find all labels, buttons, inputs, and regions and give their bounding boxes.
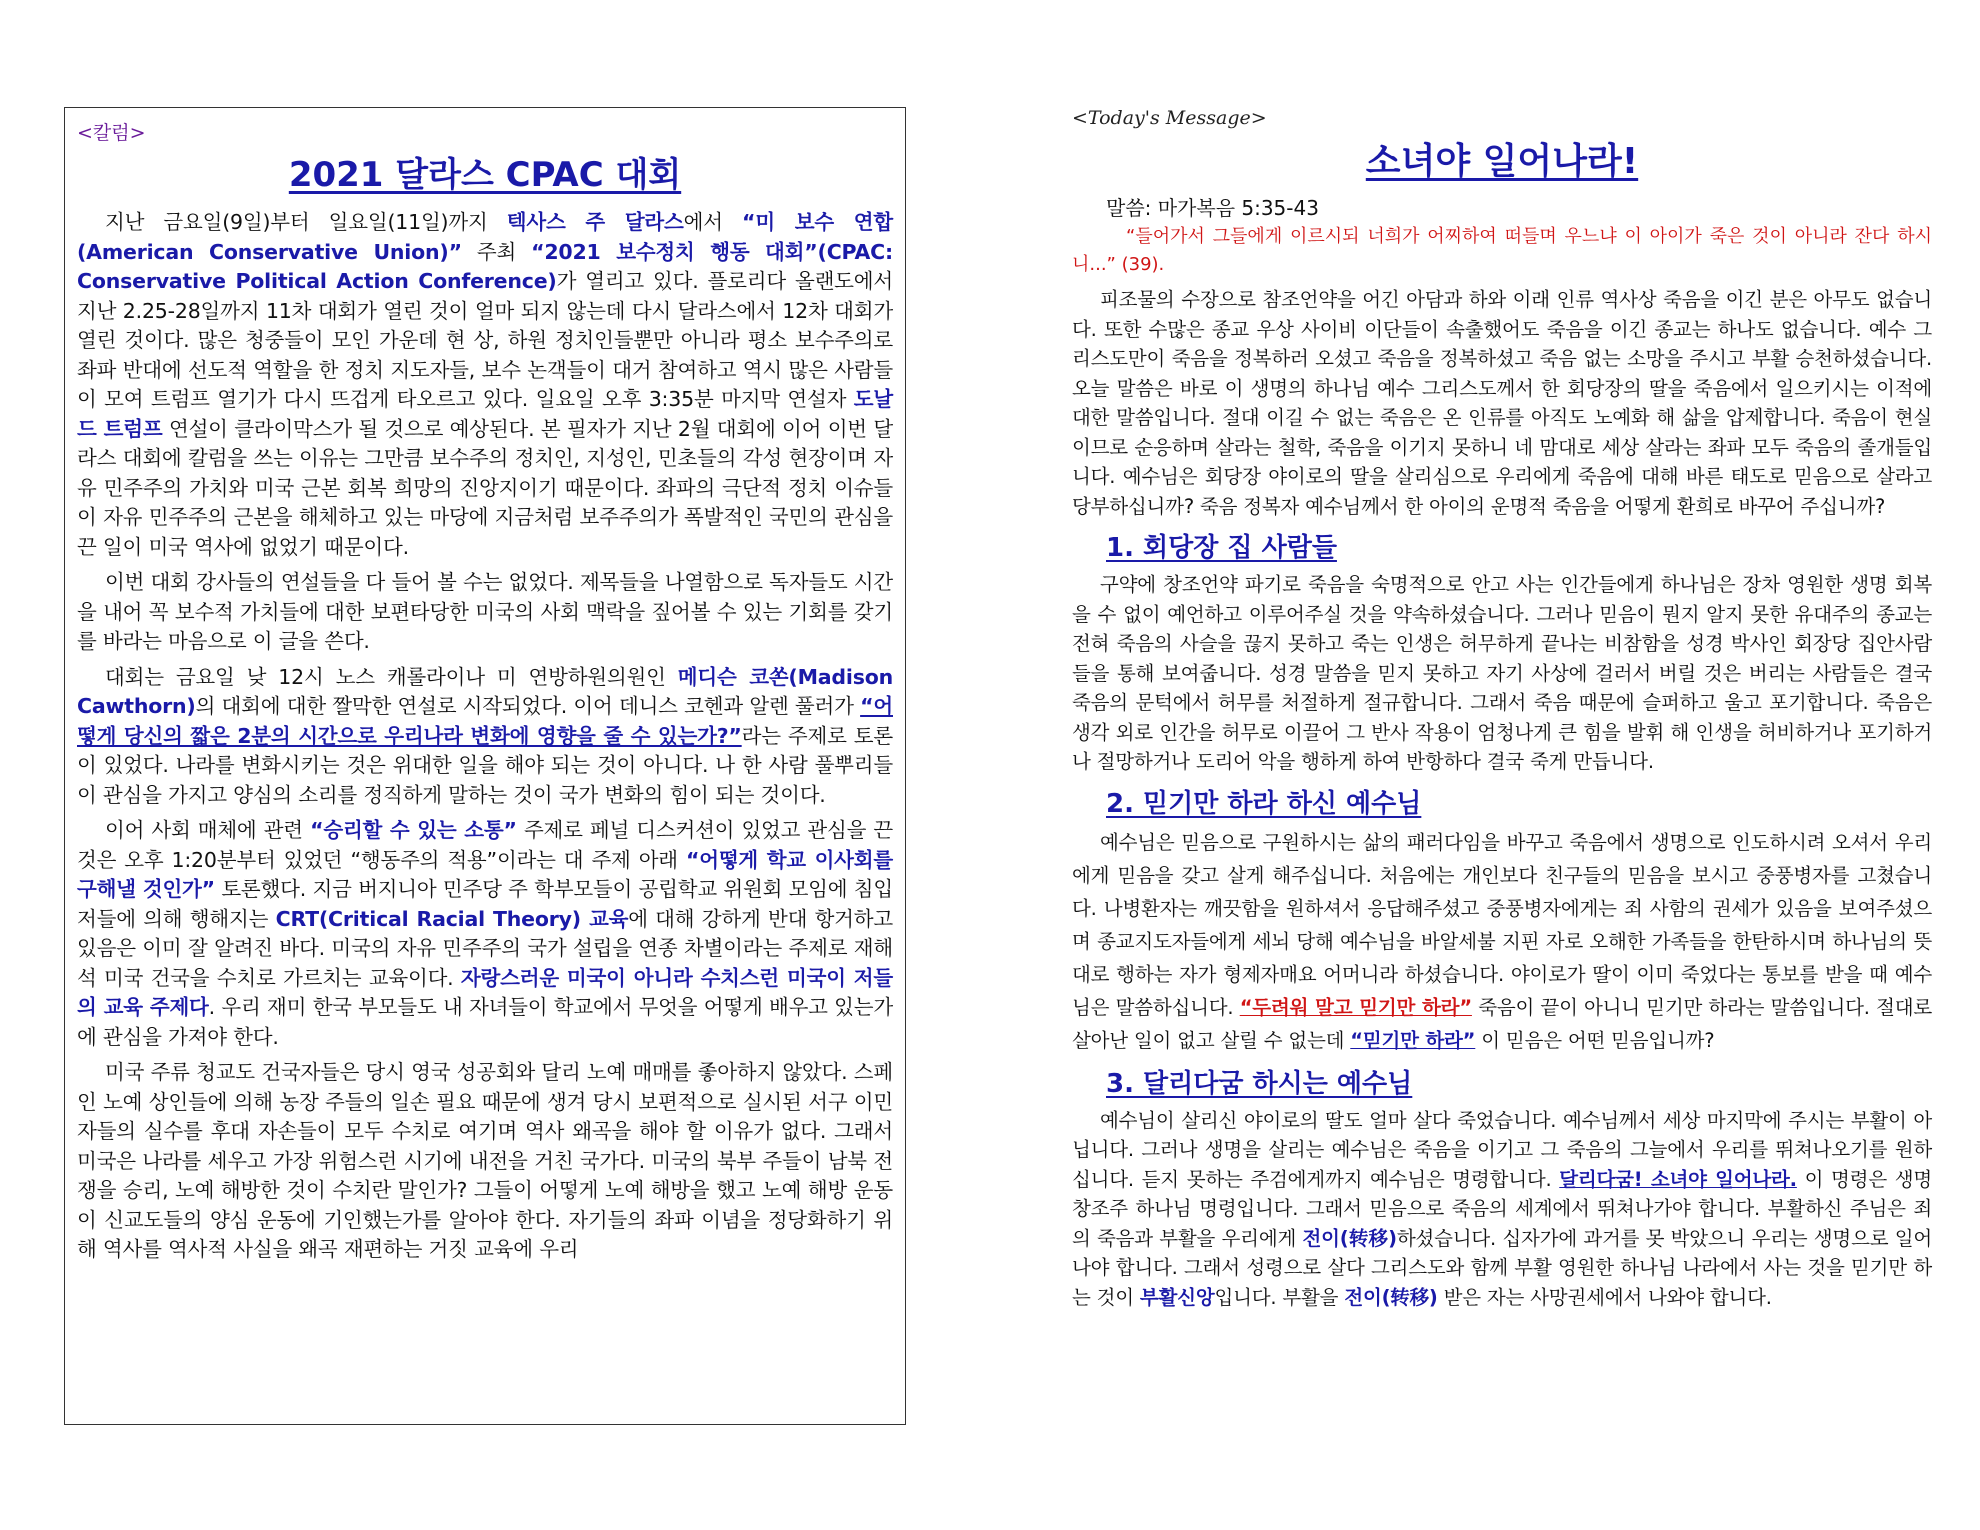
sermon-title-text: 소녀야 일어나라! [1365,141,1639,182]
sermon-intro: 피조물의 수장으로 참조언약을 어긴 아담과 하와 이래 인류 역사상 죽음을 이긴 분은 아무도 없습니다. 또한 수많은 종교 우상 사이비 이단들이 속출했어도 죽음을 이긴 종교는 하나도 없습니다. 예수 그리스도만이 죽음을 정복하러 오셨고 죽음을 정복하셨고 죽음 없는 소망을 주시고 부활 승천하셨습니다. 오늘 말씀은 바로 이 생명의 하나님 예수 그리스도께서 한 회당장의 딸을 죽음에서 일으키시는 이적에 대한 말씀입니다. 절대 이길 수 없는 죽음은 온 인류를 아직도 노예화 해 삶을 압제합니다. 죽음이 현실이므로 순응하며 살라는 철학, 죽음을 이기지 못하니 네 맘대로 세상 살라는 좌파 모두 죽음의 졸개들입니다. 예수님은 회당장 야이로의 딸을 살리심으로 우리에게 죽음에 대해 바른 태도로 믿음으로 살라고 당부하십니까? 죽음 정복자 예수님께서 한 아이의 운명적 죽음을 어떻게 환희로 바꾸어 주십니까? [1072,288,1932,518]
section-1-text: 구약에 창조언약 파기로 죽음을 숙명적으로 안고 사는 인간들에게 하나님은 장차 영원한 생명 회복을 수 없이 예언하고 이루어주실 것을 약속하셨습니다. 그러나 믿음이 뭔지 알지 못한 유대주의 종교는 전혀 죽음의 사슬을 끊지 못하고 죽는 인생은 허무하게 끝나는 비참함을 성경 박사인 회장당 집안사람들을 통해 보여줍니다. 성경 말씀을 믿지 못하고 자기 사상에 걸러서 버릴 것은 버리는 사람들은 결국 죽음의 문턱에서 허무를 처절하게 절규합니다. 그래서 죽음 때문에 슬퍼하고 울고 포기합니다. 죽음은 생각 외로 인간을 허무로 이끌어 그 반사 작용이 엄청나게 큰 힘을 발휘 해 인생을 허비하거나 포기하거나 절망하거나 도리어 악을 행하게 하여 반항하다 결국 죽게 만듭니다. [1072,573,1932,773]
highlight: “승리할 수 있는 소통” [310,818,517,842]
highlight: “2021 보수정치 행동 대회”(CPAC: Conservative Political Action Conference) [77,239,893,293]
text: 이 믿음은 어떤 믿음입니까? [1475,1028,1715,1052]
sermon-title [1072,133,1932,184]
section-heading-2 [1106,783,1932,820]
column-title [77,147,893,196]
highlight: 자랑스러운 미국이 아니라 수치스런 미국이 저들의 교육 주제다 [77,965,894,1019]
highlight: 텍사스 주 달라스 [506,210,684,234]
text: 받은 자는 사망권세에서 나와야 합니다. [1437,1285,1772,1309]
text: 하셨습니다. 십자가에 과거를 못 박았으니 우리는 생명으로 일어나야 합니다. 그래서 성령으로 살다 그리스도와 함께 부활 영원한 하나님 나라에서 사는 것을 믿기만 하는 것이 [1072,1226,1932,1309]
highlight: 부활신앙 [1139,1285,1215,1309]
heading-text: 2. 믿기만 하라 하신 예수님 [1106,788,1422,819]
highlight: “어떻게 학교 이사회를 구해낼 것인가” [77,847,893,901]
heading-text: 3. 달리다굼 하시는 예수님 [1106,1068,1413,1099]
highlight: 전이(转移) [1344,1285,1438,1309]
section-heading-3 [1106,1063,1932,1100]
text: 가 열리고 있다. 플로리다 올랜도에서 지난 2.25-28일까지 11차 대회가 열린 것이 얼마 되지 않는데 다시 달라스에서 12차 대회가 열린 것이다. 많은 청중들이 모인 가운데 현 상, 하원 정치인들뿐만 아니라 평소 보수주의로 좌파 반대에 선도적 역할을 한 정치 지도자들, 보수 논객들이 대거 참여하고 역시 많은 사람들이 모여 트럼프 열기가 다시 뜨겁게 타오르고 있다. 일요일 오후 3:35분 마지막 연설자 [77,269,893,411]
highlight: 전이(转移) [1302,1226,1397,1250]
heading-text: 1. 회당장 집 사람들 [1106,533,1337,563]
text: 에 대해 강하게 반대 항거하고 있음은 이미 잘 알려진 바다. 미국의 자유 민주주의 국가 설립을 연종 차별이라는 주제로 재해석 미국 건국을 수치로 가르치는 교육이다. [77,906,893,990]
text: 이어 사회 매체에 관련 [105,818,311,842]
highlight: 도날드 트럼프 [77,387,893,441]
column-panel [64,107,906,1425]
column-paragraph-4 [77,816,893,1052]
column-paragraph-1 [77,208,893,562]
column-paragraph-2: 이번 대회 강사들의 연설들을 다 들어 볼 수는 없었다. 제목들을 나열함으로 독자들도 시간을 내어 꼭 보수적 가치들에 대한 보편타당한 미국의 사회 맥락을 짚어볼 수 있는 기회를 갖기를 바라는 마음으로 이 글을 쓴다. [77,570,893,653]
text: 대회는 금요일 낮 12시 노스 캐롤라이나 미 연방하원의원인 [105,664,678,689]
highlight: “믿기만 하라” [1350,1028,1476,1052]
text: 라는 주제로 토론이 있었다. 나라를 변화시키는 것은 위대한 일을 해야 되는 것이 아니다. 나 한 사람 풀뿌리들이 관심을 가지고 양심의 소리를 정직하게 말하는 것이 국가 변화의 힘이 되는 것이다. [77,723,894,807]
section-3-text [1072,1106,1932,1313]
text: 토론했다. 지금 버지니아 민주당 주 학부모들이 공립학교 위원회 모임에 침입 저들에 의해 행해지는 [77,877,894,931]
text: 이 명령은 생명 창조주 하나님 명령입니다. 그래서 믿음으로 죽음의 세계에서 뛰쳐나가야 합니다. 부활하신 주님은 죄의 죽음과 부활을 우리에게 [1072,1167,1932,1250]
highlight: “어떻게 당신의 짧은 2분의 시간으로 우리나라 변화에 영향을 줄 수 있는가?” [77,694,893,748]
scripture-reference: 말씀: 마가복음 5:35-43 [1106,196,1319,220]
section-heading-1 [1106,527,1932,564]
column-paragraph-5: 미국 주류 청교도 건국자들은 당시 영국 성공회와 달리 노예 매매를 좋아하지 않았다. 스페인 노예 상인들에 의해 농장 주들의 일손 필요 때문에 생겨 당시 보편적으로 실시된 서구 이민자들의 실수를 후대 자손들이 모두 수치로 여기며 역사 왜곡을 해야 할 이유가 없다. 그래서 미국은 나라를 세우고 가장 위험스런 시기에 내전을 거친 국가다. 미국의 북부 주들이 남북 전쟁을 승리, 노예 해방한 것이 수치란 말인가? 그들이 어떻게 노예 해방을 했고 노예 해방 운동이 신교도들의 양심 운동에 기인했는가를 알아야 한다. 자기들의 좌파 이념을 정당화하기 위해 역사를 역사적 사실을 왜곡 재편하는 거짓 교육에 우리 [77,1060,893,1261]
highlight: “두려워 말고 믿기만 하라” [1239,995,1472,1019]
section-2-text [1072,826,1932,1057]
text: 주최 [461,239,532,264]
text: 예수님은 믿음으로 구원하시는 삶의 패러다임을 바꾸고 죽음에서 생명으로 인도하시려 오셔서 우리에게 믿음을 갖고 살게 해주십니다. 처음에는 개인보다 친구들의 믿음을 보시고 중풍병자를 고쳤습니다. 나병환자는 깨끗함을 원하셔서 응답해주셨고 중풍병자에게는 죄 사함의 권세가 있음을 보여주셨으며 종교지도자들에게 세뇌 당해 예수님을 바알세불 지핀 자로 오해한 가족들을 한탄하시며 하나님의 뜻대로 행하는 자가 형제자매요 어머니라 하셨습니다. 야이로가 딸이 이미 죽었다는 통보를 받을 때 예수님은 말씀하십니다. [1072,830,1932,1019]
column-paragraph-3 [77,663,893,811]
sermon-panel [1072,107,1932,1437]
text: 연설이 클라이막스가 될 것으로 예상된다. 본 필자가 지난 2월 대회에 이어 이번 달라스 대회에 칼럼을 쓰는 이유는 그만큼 보수주의 정치인, 지성인, 민초들의 각성 현장이며 자유 민주주의 가치와 미국 근본 회복 희망의 진앙지이기 때문이다. 좌파의 극단적 정치 이슈들이 자유 민주주의 근본을 해체하고 있는 마당에 지금처럼 보주주의가 폭발적인 국민의 관심을 끈 일이 미국 역사에 없었기 때문이다. [77,416,893,559]
sermon-tag: <Today's Message> [1072,107,1267,129]
text: 죽음이 끝이 아니니 믿기만 하라는 말씀입니다. 절대로 살아난 일이 없고 살릴 수 없는데 [1072,995,1932,1052]
highlight: CRT(Critical Racial Theory) 교육 [275,906,629,931]
highlight: 달리다굼! 소녀야 일어나라. [1559,1167,1797,1191]
text: 의 대회에 대한 짤막한 연설로 시작되었다. 이어 데니스 코헨과 알렌 풀러가 [195,694,861,718]
text: . 우리 재미 한국 부모들도 내 자녀들이 학교에서 무엇을 어떻게 배우고 있는가에 관심을 가져야 한다. [77,995,893,1049]
scripture-verse: “들어가서 그들에게 이르시되 너희가 어찌하여 떠들며 우느냐 이 아이가 죽은 것이 아니라 잔다 하시니...” (39). [1072,226,1932,275]
text: 주제로 페널 디스커션이 있었고 관심을 끈 것은 오후 1:20분부터 있었던 “행동주의 적용”이라는 대 주제 아래 [77,818,893,872]
column-title-text: 2021 달라스 CPAC 대회 [288,155,682,195]
text: 입니다. 부활을 [1214,1285,1345,1309]
highlight: “미 보수 연합(American Conservative Union)” [77,210,893,264]
column-tag: <칼럼> [77,122,146,144]
text: 예수님이 살리신 야이로의 딸도 얼마 살다 죽었습니다. 예수님께서 세상 마지막에 주시는 부활이 아닙니다. 그러나 생명을 살리는 예수님은 죽음을 이기고 그 죽음의 그늘에서 우리를 뛰쳐나오기를 원하십니다. 듣지 못하는 주검에게까지 예수님은 명령합니다. [1072,1108,1932,1191]
highlight: 메디슨 코쏜(Madison Cawthorn) [77,664,893,718]
text: 에서 [683,210,743,234]
text: 지난 금요일(9일)부터 일요일(11일)까지 [105,210,507,234]
